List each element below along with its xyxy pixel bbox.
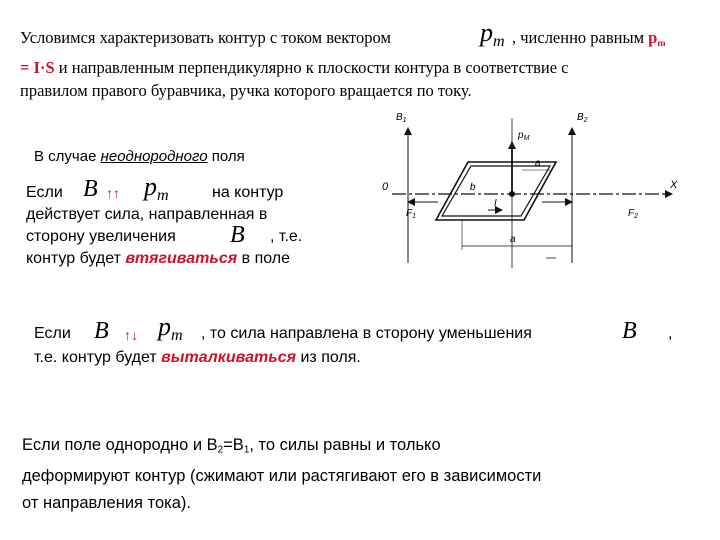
- current-loop-outer: [436, 162, 556, 220]
- paragraph-repel: Если B ↑↓ $p_m$ , то сила направлена в сторону уменьшения B , т.е. контур будет выталкиваться из поля.: [34, 312, 673, 366]
- intro-line-2: = I·S и направленным перпендикулярно к плоскости контура в соответствие с: [20, 58, 569, 77]
- pm-symbol: $p_m$: [480, 18, 505, 50]
- B-symbol: B: [622, 318, 637, 344]
- loop-center-dot: [509, 191, 515, 197]
- loop-diagram: [372, 108, 692, 278]
- intro-line-3: правилом правого буравчика, ручка которого вращается по току.: [20, 81, 472, 100]
- label-f1: $F_1$: [406, 208, 417, 220]
- pm-red: pm: [648, 28, 666, 49]
- label-origin: 0: [382, 181, 389, 193]
- intro-line-1-end: , численно равным pm: [512, 28, 666, 49]
- repel-word: выталкиваться: [161, 349, 297, 366]
- B-symbol: B: [83, 176, 98, 202]
- pm-symbol-2: $p_m$: [158, 312, 183, 344]
- label-pm: $p_M$: [518, 130, 530, 142]
- paragraph-uniform: Если поле однородно и $B_2=B_1$, то силы равны и только деформируют контур (сжимают или растягивают его в зависимости от направления тока).: [22, 436, 542, 513]
- antiparallel-arrows: ↑↓: [124, 327, 138, 343]
- label-a-bottom: a: [510, 234, 516, 245]
- pm-symbol-1: $p_m$: [144, 172, 169, 204]
- label-b1: $B_1$: [396, 112, 407, 124]
- label-f2: $F_2$: [628, 208, 639, 220]
- attract-word: втягиваться: [125, 250, 238, 267]
- intro-line-1: [20, 28, 391, 48]
- label-b-side: b: [470, 182, 476, 193]
- paragraph-attract: Если B ↑↑ $p_m$ на контур действует сила, направленная в сторону увеличения B , т.е. контур будет втягиваться в поле: [26, 172, 303, 267]
- B-symbol: B: [230, 222, 245, 248]
- case-heading: В случае неоднородного поля: [34, 148, 245, 165]
- case-term: неоднородного: [100, 148, 208, 165]
- label-current: I: [494, 198, 497, 209]
- B-symbol: B: [94, 318, 109, 344]
- intro-text: Условимся характеризовать контур с током вектором: [20, 28, 391, 47]
- label-b2: $B_2$: [577, 112, 588, 124]
- formula: = I·S: [20, 58, 55, 77]
- parallel-arrows: ↑↑: [106, 185, 120, 201]
- label-a-top: a: [535, 158, 541, 169]
- label-x: X: [670, 179, 678, 191]
